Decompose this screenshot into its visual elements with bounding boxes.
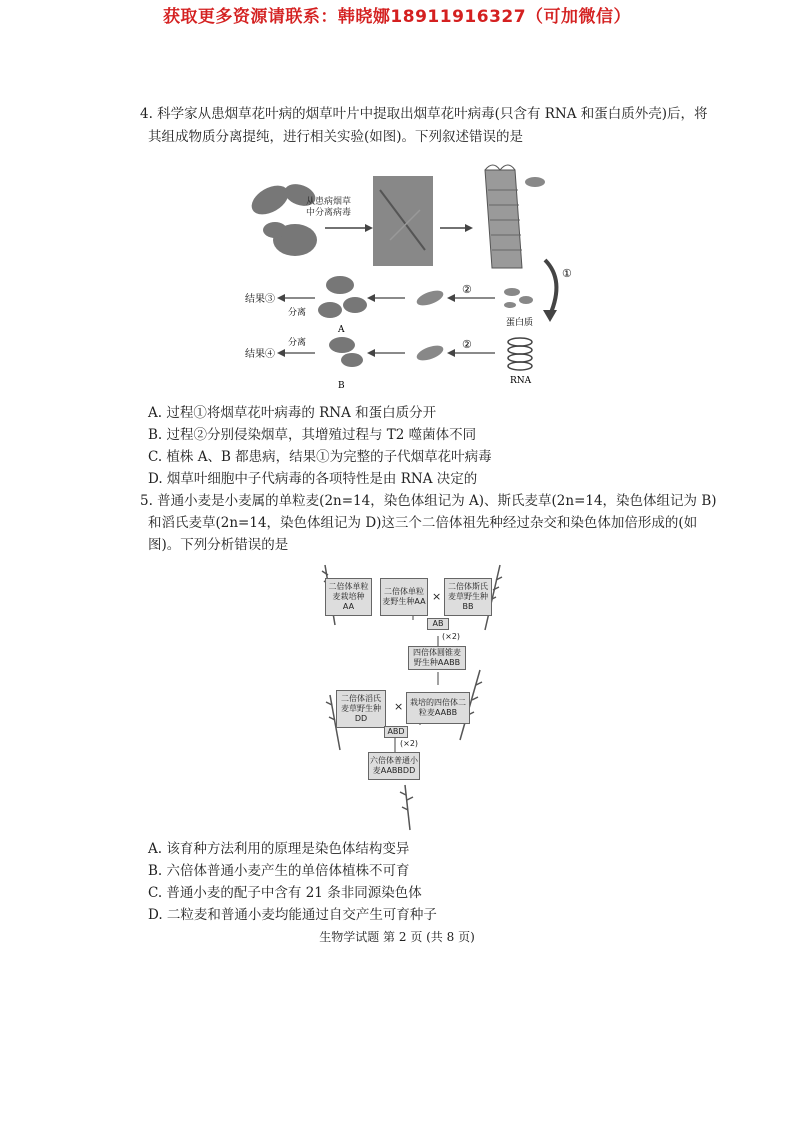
result4-label: 结果④ <box>245 349 275 360</box>
result3-label: 结果③ <box>245 294 275 305</box>
q4-option-c: C. 植株 A、B 都患病，结果①为完整的子代烟草花叶病毒 <box>148 449 492 465</box>
doubling-label-2: (×2) <box>400 739 419 748</box>
contact-banner: 获取更多资源请联系：韩晓娜18911916327（可加微信） <box>162 7 632 27</box>
einkorn-cultivated-box: 二倍体单粒麦栽培种AA <box>325 578 372 616</box>
rna-coil-icon <box>508 338 532 370</box>
q4-option-b: B. 过程②分别侵染烟草，其增殖过程与 T2 噬菌体不同 <box>148 427 477 443</box>
q4-option-a: A. 过程①将烟草花叶病毒的 RNA 和蛋白质分开 <box>148 405 437 421</box>
cross-symbol-1: × <box>432 590 442 603</box>
speltoides-wild-box: 二倍体斯氏麦草野生种BB <box>444 578 492 616</box>
abd-hybrid-box: ABD <box>384 726 408 738</box>
plant-b-label: B <box>338 381 345 391</box>
q5-stem-line1: 5. 普通小麦是小麦属的单粒麦(2n=14，染色体组记为 A)、斯氏麦草(2n=14，染色体组记为 B) <box>140 493 717 509</box>
tmv-experiment-figure <box>230 150 570 395</box>
extract-label: 从患病烟草 中分离病毒 <box>306 197 352 218</box>
ab-hybrid-box: AB <box>427 618 449 630</box>
step2-top-label: ② <box>462 283 472 296</box>
q5-option-b: B. 六倍体普通小麦产生的单倍体植株不可育 <box>148 863 410 879</box>
einkorn-wild-box: 二倍体单粒麦野生种AA <box>380 578 428 616</box>
q5-stem-line3: 图)。下列分析错误的是 <box>148 537 289 553</box>
step2-bottom-label: ② <box>462 338 472 351</box>
emmer-wild-box: 四倍体圆锥麦野生种AABB <box>408 646 466 670</box>
q4-stem-line1: 4. 科学家从患烟草花叶病的烟草叶片中提取出烟草花叶病毒(只含有 RNA 和蛋白质外壳)后，将 <box>140 106 708 122</box>
q4-option-d: D. 烟草叶细胞中子代病毒的各项特性是由 RNA 决定的 <box>148 471 478 487</box>
step1-label: ① <box>562 267 572 280</box>
common-wheat-box: 六倍体普通小麦AABBDD <box>368 752 420 780</box>
protein-label: 蛋白质 <box>506 318 534 328</box>
page-footer: 生物学试题 第 2 页 (共 8 页) <box>319 930 475 944</box>
q4-stem-line2: 其组成物质分离提纯，进行相关实验(如图)。下列叙述错误的是 <box>148 129 524 145</box>
q5-stem-line2: 和滔氏麦草(2n=14，染色体组记为 D)这三个二倍体祖先种经过杂交和染色体加倍形成的(如 <box>148 515 698 531</box>
leaf-icon <box>415 288 445 309</box>
separate-top-label: 分离 <box>288 308 307 318</box>
doubling-label-1: (×2) <box>442 632 461 641</box>
protein-fragments-icon <box>504 288 533 308</box>
tauschii-wild-box: 二倍体滔氏麦草野生种DD <box>336 690 386 728</box>
wheat-ear-icon <box>405 785 410 830</box>
q5-option-c: C. 普通小麦的配子中含有 21 条非同源染色体 <box>148 885 422 901</box>
q5-option-d: D. 二粒麦和普通小麦均能通过自交产生可育种子 <box>148 907 437 923</box>
separate-bottom-label: 分离 <box>288 338 307 348</box>
rna-label: RNA <box>510 376 532 386</box>
plant-a-label: A <box>338 325 345 335</box>
plant-a-icon <box>318 276 367 318</box>
plant-b-icon <box>329 337 363 367</box>
cross-symbol-2: × <box>394 700 404 713</box>
q5-option-a: A. 该育种方法利用的原理是染色体结构变异 <box>148 841 410 857</box>
virus-rod-icon <box>485 165 522 268</box>
emmer-cultivated-box: 栽培的四倍体二粒麦AABB <box>406 692 470 724</box>
